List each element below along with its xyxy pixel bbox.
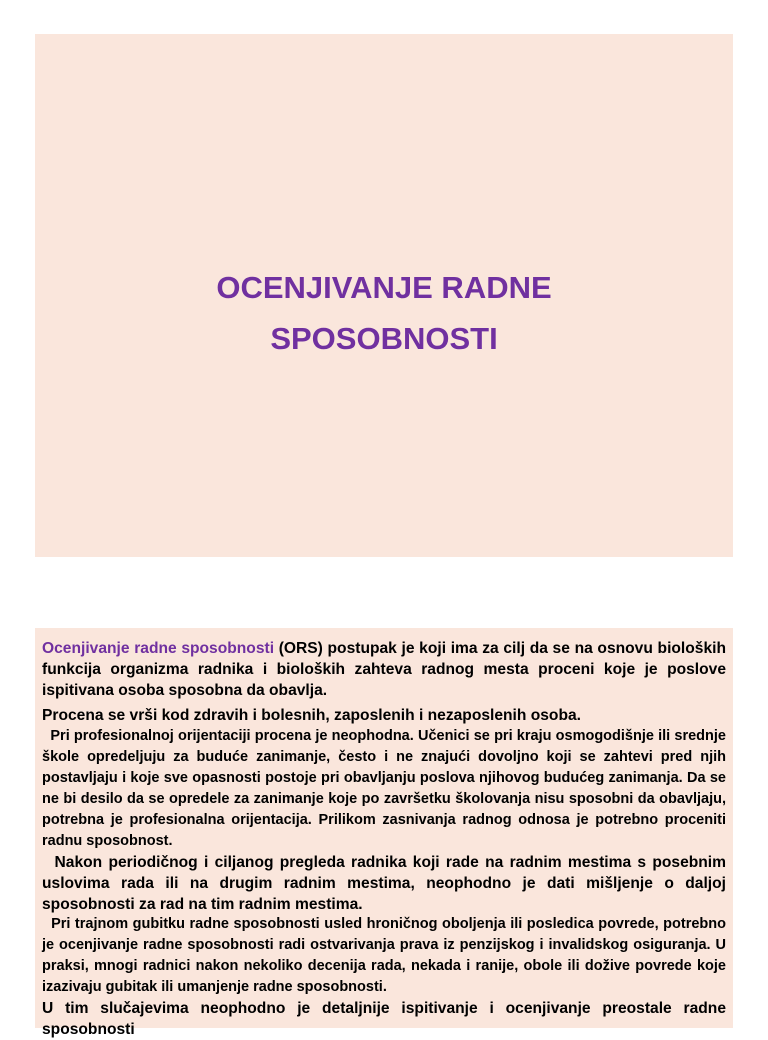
slide-title: [35, 262, 733, 364]
paragraph-periodic-exam: Nakon periodičnog i ciljanog pregleda radnika koji rade na radnim mestima s posebnim uslovima rada ili na drugim radnim mestima, neophodno je dati mišljenje o daljoj sposobnosti za rad na tim radnim mestima.: [42, 854, 731, 913]
paragraph-permanent-loss: Pri trajnom gubitku radne sposobnosti usled hroničnog oboljenja ili posledica povrede, potrebno je ocenjivanje radne sposobnosti radi ostvarivanja prava iz penzijskog i invalidskog osiguranja. U praksi, mnogi radnici nakon nekoliko decenija rada, nekada i ranije, obole ili dožive povrede koje izazivaju gubitak ili umanjenje radne sposobnosti.: [42, 916, 731, 995]
title-slide: [35, 34, 733, 557]
paragraph-detailed-exam: U tim slučajevima neophodno je detaljnije ispitivanje i ocenjivanje preostale radne sposobnosti: [42, 1000, 726, 1038]
slide-title-line-1: OCENJIVANJE RADNE: [216, 270, 552, 305]
term-highlight: Ocenjivanje radne sposobnosti: [42, 640, 275, 657]
content-slide: [35, 628, 733, 1038]
paragraph-definition: [42, 638, 726, 701]
paragraph-scope: Procena se vrši kod zdravih i bolesnih, zaposlenih i nezaposlenih osoba.: [42, 707, 581, 724]
slide-title-line-2: SPOSOBNOSTI: [270, 321, 498, 356]
paragraph-professional-orientation: Pri profesionalnoj orijentaciji procena je neophodna. Učenici se pri kraju osmogodišnje ili srednje škole opredeljuju za buduće zanimanje, često i ne znajući dovoljno koji se zahtevi pred njih postavljaju i koje sve opasnosti postoje pri obavljanju poslova njihovog budućeg zanimanja. Da se ne bi desilo da se opredele za zanimanje koje po završetku školovanja nisu sposobni da obavljaju, potrebna je profesionalna orijentacija. Prilikom zasnivanja radnog odnosa je potrebno proceniti radnu sposobnost.: [42, 728, 731, 849]
definition-text: (ORS) postupak je koji ima za cilj da se na osnovu bioloških funkcija organizma radnika i bioloških zahteva radnog mesta proceni koje je poslove ispitivana osoba sposobna da obavlja.: [42, 640, 726, 699]
